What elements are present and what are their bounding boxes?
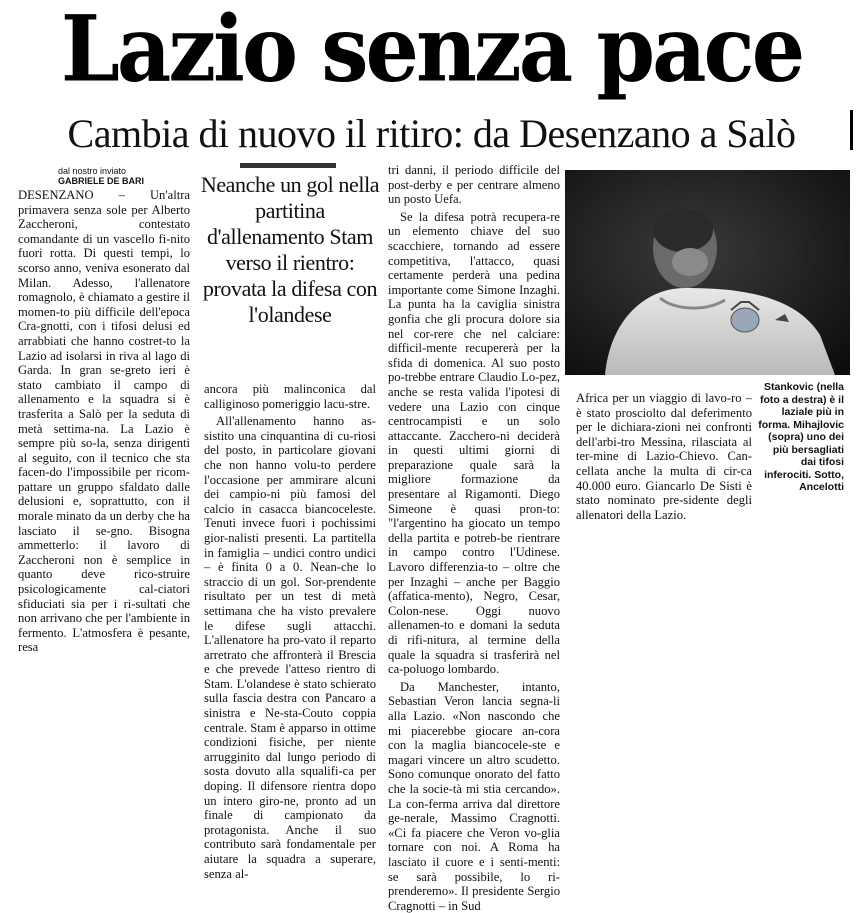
player-photo-illustration — [565, 170, 850, 375]
paragraph: All'allenamento hanno as-sistito una cinquantina di cu-riosi del posto, in particolare giovani che non hanno volu-to perdere l'occasione per ammirare alcuni dei campio-ni più famosi del calcio in casacca biancoceleste. Tenuti invece fuori i pochissimi gior-nalisti presenti. La partitella in famiglia – undici contro undici – è finita 0 a 0. Nean-che lo straccio di un gol. Sor-prendente risultato per un test di metà settimana che ha visto prevalere le difese sugli attacchi. L'allenatore ha pro-vato il reparto arretrato che affronterà il Brescia e che prevede l'atteso rientro di Stam. L'olandese è stato schierato sulla fascia destra con Pancaro a sinistra e Ne-sta-Couto coppia centrale. Stam è apparso in ottime condizioni fisiche, per niente arrugginito dal lungo periodo di sosta dovuto alla squalifi-ca per doping. Il difensore rientra dopo un intero giro-ne, pronto ad un finale di campionato da protagonista. Anche il suo contributo sarà fondamentale per aiutare la squadra a superare, senza al- — [204, 414, 376, 881]
subheadline: Cambia di nuovo il ritiro: da Desenzano a Salò — [67, 111, 796, 156]
article-column-4 — [576, 391, 752, 522]
article-column-1 — [18, 188, 190, 655]
byline-author: GABRIELE DE BARI — [58, 176, 145, 186]
paragraph: Se la difesa potrà recupera-re un elemento chiave del suo scacchiere, tornando ad essere competitiva, l'attacco, quasi certamente perderà una pedina importante come Simone Inzaghi. La punta ha la caviglia sinistra gonfia che gli procura dolore sia nel cor-rere che nel calciare: difficil-mente recupererà per la sfida di domenica. Al suo posto po-trebbe entrare Claudio Lo-pez, anche se resta valida l'ipotesi di vedere una Lazio con cinque centrocampisti e un solo attaccante. Zacchero-ni deciderà in questi ultimi giorni di preparazione quale sarà la migliore formazione da presentare al Rigamonti. Diego Simeone è quasi pron-to: "l'argentino ha giocato un tempo della partita e potreb-be rientrare in campo contro l'Udinese. Lavoro differenzia-to – oltre che per Inzaghi – anche per Baggio (affatica-mento), Negro, Cesar, Colon-nese. Oggi nuovo allenamen-to e domani la seduta di rifi-nitura, al termine della quale la squadra si trasferirà nel ca-poluogo lombardo. — [388, 209, 560, 677]
article-column-3 — [388, 163, 560, 913]
paragraph: ancora più malinconica dal calliginoso pomeriggio lacu-stre. — [204, 382, 376, 411]
column-edge-rule — [850, 110, 853, 150]
paragraph: Africa per un viaggio di lavo-ro – è stato prosciolto dal deferimento per le dichiara-zioni nei confronti dell'arbi-tro Messina, rilasciata al ter-mine di Lazio-Chievo. Can-cellata anche la multa di cir-ca 40.000 euro. Giancarlo De Sisti è stato nominato pre-sidente degli allenatori della Lazio. — [576, 391, 752, 522]
player-photo — [565, 170, 850, 375]
photo-caption: Stankovic (nella foto a destra) è il laziale più in forma. Mihajlovic (sopra) uno dei più bersagliati dai tifosi inferociti. Sotto, Ancelotti — [758, 381, 844, 493]
article-column-2 — [204, 382, 376, 881]
paragraph: tri danni, il periodo difficile del post-derby e per centrare almeno un posto Uefa. — [388, 163, 560, 207]
pull-quote-rule — [240, 163, 336, 168]
paragraph: Da Manchester, intanto, Sebastian Veron lancia segna-li alla Lazio. «Non nascondo che mi piacerebbe giocare an-cora con la maglia biancocele-ste e magari vincere un altro scudetto. Sono comunque onorato del fatto che la socie-tà mi stia cercando». La con-ferma arriva dal direttore ge-nerale, Massimo Cragnotti. «Ci fa piacere che Veron vo-glia tornare con noi. A Roma ha lasciato il cuore e i senti-menti: se sarà possibile, lo ri-prenderemo». Il presidente Sergio Cragnotti – in Sud — [388, 679, 560, 913]
headline: Lazio senza pace — [60, 0, 803, 102]
pull-quote: Neanche un gol nella partitina d'allenamento Stam verso il rientro: provata la difesa con l'olandese — [200, 172, 380, 327]
byline-intro: dal nostro inviato — [58, 166, 127, 176]
paragraph: DESENZANO – Un'altra primavera senza sole per Alberto Zaccheroni, contestato comandante di un vascello fi-nito fuori rotta. Di questi tempi, lo scorso anno, veniva esonerato dal Milan. Adesso, l'allenatore romagnolo, è chiamato a gestire il momen-to più difficile dell'epoca Cra-gnotti, con i tifosi delusi ed arrabbiati che hanno costret-to la Lazio ad isolarsi in riva al lago di Garda. In gran se-greto ieri è stato cambiato il campo di allenamento e la squadra si è trasferita a Salò per la seduta di metà settima-na. La Lazio è sempre più so-la, senza dirigenti al seguito, con il tecnico che sta facen-do l'impossibile per ricom-pattare un gruppo sfaldato dalle delusioni e, soprattutto, con il morale minato da un derby che ha lasciato il se-gno. Bisogna ammetterlo: il lavoro di Zaccheroni non è semplice in quanto deve rico-struire psicologicamente cal-ciatori sfiduciati sia per i ri-sultati che non arrivano che per l'ambiente in fermento. L'atmosfera è pesante, resa — [18, 188, 190, 655]
